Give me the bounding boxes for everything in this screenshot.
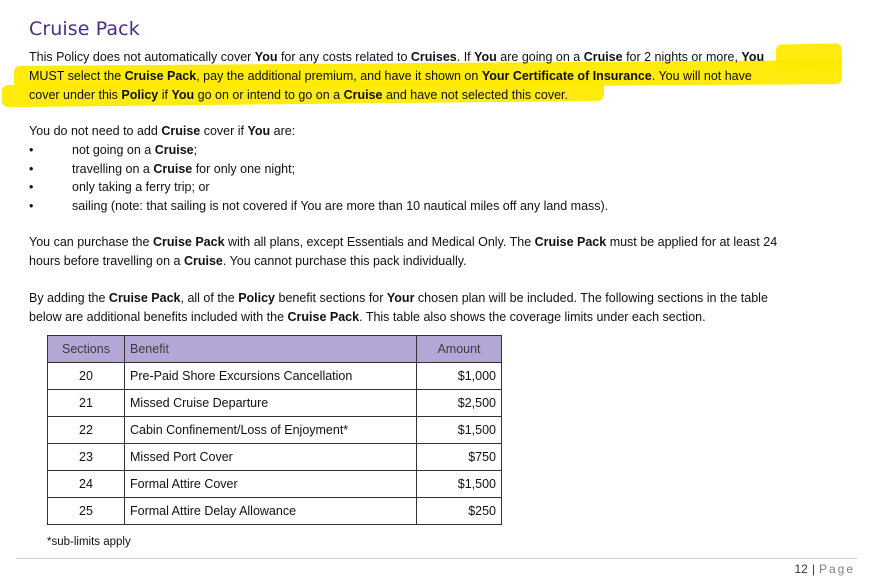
table-row — [48, 498, 502, 525]
header-amount: Amount — [417, 336, 502, 363]
para3-line2: hours before travelling on a Cruise. You cannot purchase this pack individually. — [29, 254, 467, 268]
amount-cell: $2,500 — [417, 390, 502, 417]
para1-line1: This Policy does not automatically cover You for any costs related to Cruises. If You are going on a Cruise for 2 nights or more, You — [29, 50, 765, 64]
amount-cell: $1,500 — [417, 471, 502, 498]
amount-cell: $1,500 — [417, 417, 502, 444]
benefit-cell: Missed Cruise Departure — [125, 390, 417, 417]
section-cell: 25 — [48, 498, 125, 525]
section-cell: 23 — [48, 444, 125, 471]
page-title: Cruise Pack — [29, 18, 140, 40]
para4-line2: below are additional benefits included with the Cruise Pack. This table also shows the coverage limits under each section. — [29, 310, 706, 324]
bullet-dot: • — [29, 199, 34, 213]
benefit-cell: Formal Attire Delay Allowance — [125, 498, 417, 525]
header-sections: Sections — [48, 336, 125, 363]
table-row — [48, 471, 502, 498]
para1-line3: cover under this Policy if You go on or intend to go on a Cruise and have not selected this cover. — [29, 88, 569, 102]
para3-line1: You can purchase the Cruise Pack with all plans, except Essentials and Medical Only. The Cruise Pack must be applied for at least 24 — [29, 235, 778, 249]
table-row — [48, 444, 502, 471]
bullet-dot: • — [29, 162, 34, 176]
amount-cell: $250 — [417, 498, 502, 525]
bullet-dot: • — [29, 180, 34, 194]
footnote: *sub-limits apply — [47, 536, 131, 548]
para2-intro: You do not need to add Cruise cover if You are: — [29, 124, 296, 138]
section-cell: 20 — [48, 363, 125, 390]
section-cell: 24 — [48, 471, 125, 498]
table-row — [48, 390, 502, 417]
table-row — [48, 417, 502, 444]
section-cell: 22 — [48, 417, 125, 444]
page-separator: | — [811, 562, 815, 576]
benefit-cell: Cabin Confinement/Loss of Enjoyment* — [125, 417, 417, 444]
section-cell: 21 — [48, 390, 125, 417]
header-benefit: Benefit — [125, 336, 417, 363]
benefit-cell: Pre-Paid Shore Excursions Cancellation — [125, 363, 417, 390]
amount-cell: $750 — [417, 444, 502, 471]
amount-cell: $1,000 — [417, 363, 502, 390]
benefit-cell: Formal Attire Cover — [125, 471, 417, 498]
bullet-dot: • — [29, 143, 34, 157]
table-row — [48, 363, 502, 390]
benefits-table — [47, 335, 502, 525]
page-footer — [794, 562, 855, 576]
benefit-cell: Missed Port Cover — [125, 444, 417, 471]
page-word: Page — [818, 562, 855, 576]
footer-divider — [16, 558, 857, 559]
page-number: 12 — [794, 562, 808, 576]
para4-line1: By adding the Cruise Pack, all of the Policy benefit sections for Your chosen plan will be included. The following sections in the table — [29, 291, 768, 305]
table-header-row — [48, 336, 502, 363]
para1-line2: MUST select the Cruise Pack, pay the additional premium, and have it shown on Your Certificate of Insurance. You will not have — [29, 69, 752, 83]
